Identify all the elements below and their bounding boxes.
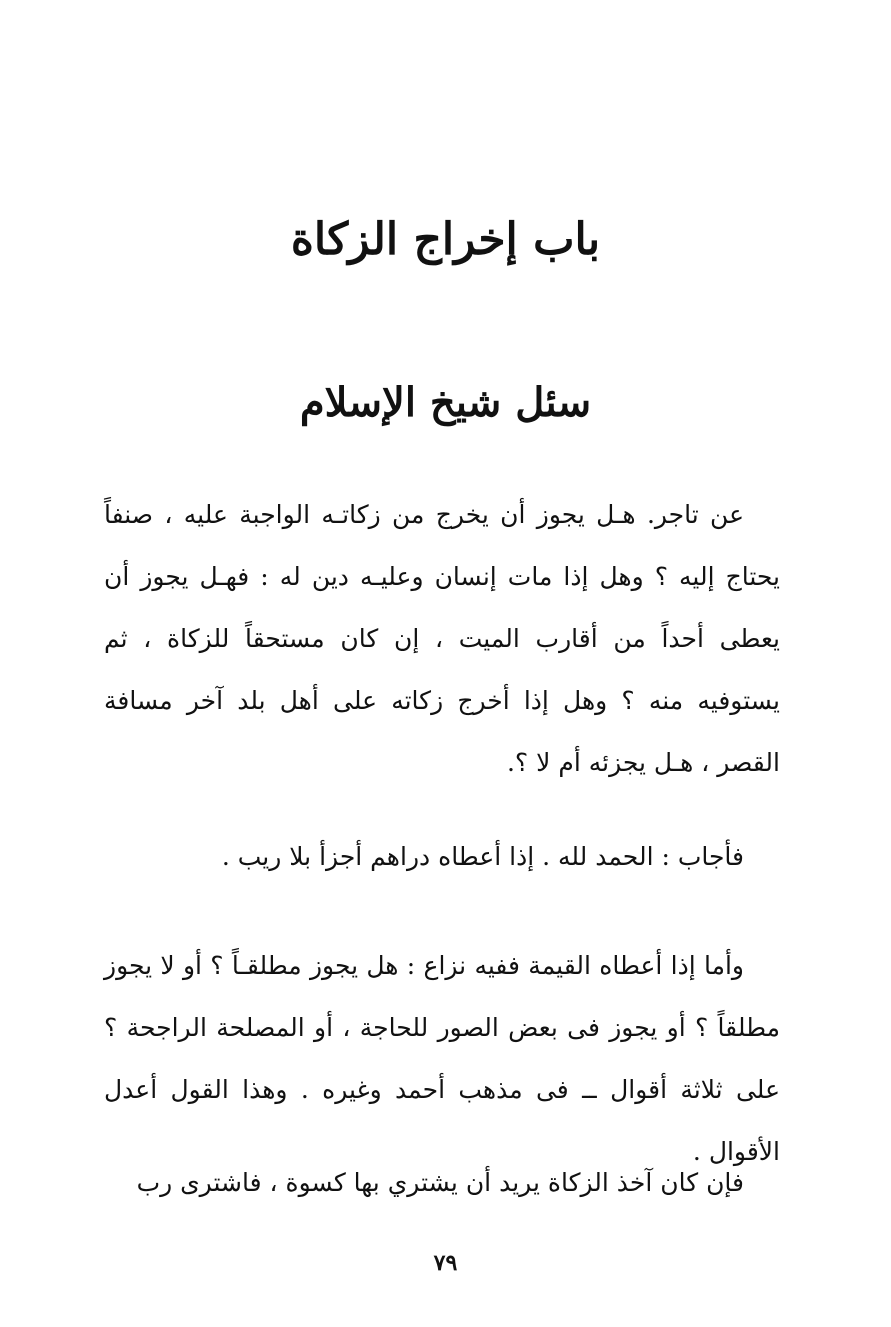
question-paragraph: عن تاجر. هـل يجوز أن يخرج من زكاتـه الواجبة عليه ، صنفاً يحتاج إليه ؟ وهل إذا مات إنسان وعليـه دين له : فهـل يجوز أن يعطى أحداً من أقارب الميت ، إن كان مستحقاً للزكاة ، ثم يستوفيه منه ؟ وهل إذا أخرج زكاته على أهل بلد آخر مسافة القصر ، هـل يجزئه أم لا ؟. [104, 500, 780, 777]
chapter-title: باب إخراج الزكاة [290, 214, 601, 265]
page-number: ٧٩ [433, 1250, 458, 1276]
continuation-paragraph: فإن كان آخذ الزكاة يريد أن يشتري بها كسوة ، فاشترى رب [136, 1168, 744, 1197]
answer-paragraph: فأجاب : الحمد لله . إذا أعطاه دراهم أجزأ بلا ريب . [221, 842, 744, 871]
section-title: سئل شيخ الإسلام [299, 379, 592, 426]
value-dispute-paragraph: وأما إذا أعطاه القيمة ففيه نزاع : هل يجوز مطلقـاً ؟ أو لا يجوز مطلقاً ؟ أو يجوز فى بعض الصور للحاجة ، أو المصلحة الراجحة ؟ على ثلاثة أقوال ــ فى مذهب أحمد وغيره . وهذا القول أعدل الأقوال . [104, 951, 780, 1166]
